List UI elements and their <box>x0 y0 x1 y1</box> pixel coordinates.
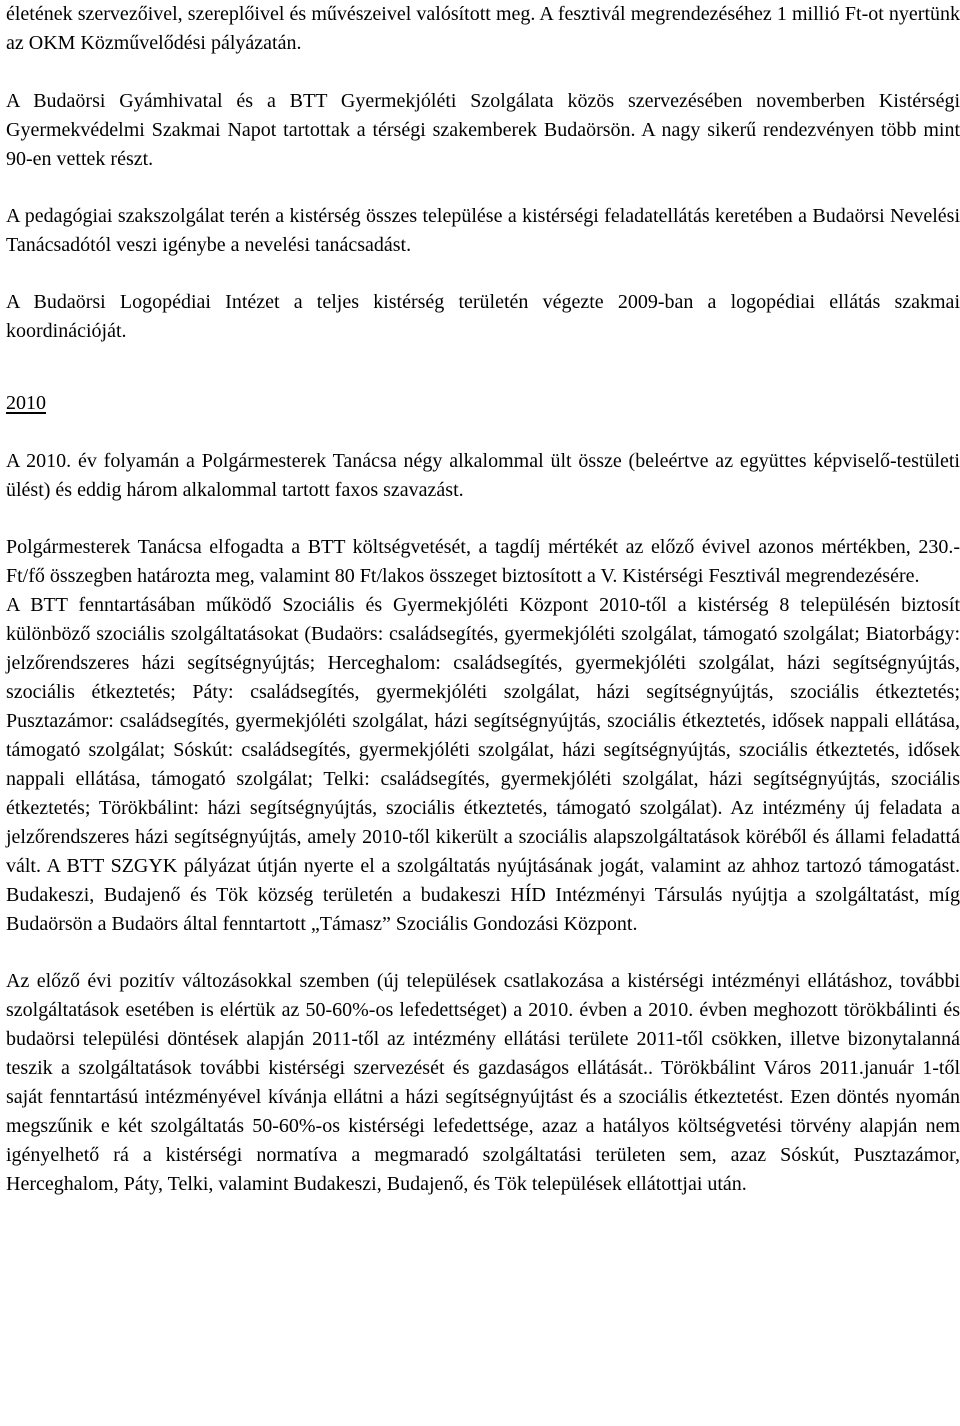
paragraph-pedagogical-service: A pedagógiai szakszolgálat terén a kistérség összes települése a kistérségi feladatellátás keretében a Budaörsi Nevelési Tanácsadótól veszi igénybe a nevelési tanácsadást. <box>6 205 960 256</box>
paragraph-social-services: A BTT fenntartásában működő Szociális és Gyermekjóléti Központ 2010-től a kistérség 8 településén biztosít különböző szociális szolgáltatásokat (Budaörs: családsegítés, gyermekjóléti szolgálat, támogató szolgálat; Biatorbágy: jelzőrendszeres házi segítségnyújtás; Herceghalom: családsegítés, gyermekjóléti szolgálat, házi segítségnyújtás, szociális étkeztetés; Páty: családsegítés, gyermekjóléti szolgálat, házi segítségnyújtás, szociális étkeztetés; Pusztazámor: családsegítés, gyermekjóléti szolgálat, házi segítségnyújtás, szociális étkeztetés, idősek nappali ellátása, támogató szolgálat; Sóskút: családsegítés, gyermekjóléti szolgálat, házi segítségnyújtás, szociális étkeztetés, idősek nappali ellátása, támogató szolgálat; Telki: családsegítés, gyermekjóléti szolgálat, házi segítségnyújtás, szociális étkeztetés; Törökbálint: házi segítségnyújtás, szociális étkeztetés, támogató szolgálat). Az intézmény új feladata a jelzőrendszeres házi segítségnyújtás, amely 2010-től kikerült a szociális alapszolgáltatások köréből és állami feladattá vált. A BTT SZGYK pályázat útján nyerte el a szolgáltatás nyújtásának jogát, valamint az ahhoz tartozó támogatást. Budakeszi, Budajenő és Tök község területén a budakeszi HÍD Intézményi Társulás nyújtja a szolgáltatást, míg Budaörsön a Budaörs által fenntartott „Támasz” Szociális Gondozási Központ. <box>6 594 960 935</box>
paragraph-budget: Polgármesterek Tanácsa elfogadta a BTT költségvetését, a tagdíj mértékét az előző évivel azonos mértékben, 230.- Ft/fő összegben határozta meg, valamint 80 Ft/lakos összeget biztosított a V. Kistérségi Fesztivál megrendezésére. <box>6 536 960 587</box>
document-page <box>6 0 960 1199</box>
year-heading: 2010 <box>6 392 46 414</box>
paragraph-changes-2011: Az előző évi pozitív változásokkal szemben (új települések csatlakozása a kistérségi intézményi ellátáshoz, további szolgáltatások esetében is elértük az 50-60%-os lefedettséget) a 2010. évben a 2010. évben meghozott törökbálinti és budaörsi települési döntések alapján 2011-től az intézmény ellátási területe 2011-től csökken, illetve bizonytalanná teszik a szolgáltatások további kistérségi szervezését és gazdaságos ellátását.. Törökbálint Város 2011.január 1-től saját fenntartású intézményével kívánja ellátni a házi segítségnyújtást és a szociális étkeztetést. Ezen döntés nyomán megszűnik e két szolgáltatás 50-60%-os kistérségi lefedettsége, azaz a hatályos költségvetési törvény alapján nem igényelhető rá a kistérségi normatíva a megmaradó szolgáltatási területen sem, azaz Sóskút, Pusztazámor, Herceghalom, Páty, Telki, valamint Budakeszi, Budajenő, és Tök települések ellátottjai után. <box>6 970 960 1195</box>
paragraph-child-protection-day: A Budaörsi Gyámhivatal és a BTT Gyermekjóléti Szolgálata közös szervezésében novemberben Kistérségi Gyermekvédelmi Szakmai Napot tartottak a térségi szakemberek Budaörsön. A nagy sikerű rendezvényen több mint 90-en vettek részt. <box>6 90 960 170</box>
paragraph-speech-therapy: A Budaörsi Logopédiai Intézet a teljes kistérség területén végezte 2009-ban a logopédiai ellátás szakmai koordinációját. <box>6 291 960 342</box>
paragraph-mayors-council-meetings: A 2010. év folyamán a Polgármesterek Tanácsa négy alkalommal ült össze (beleértve az együttes képviselő-testületi ülést) és eddig három alkalommal tartott faxos szavazást. <box>6 450 960 501</box>
paragraph-festival-funding: életének szervezőivel, szereplőivel és művészeivel valósított meg. A fesztivál megrendezéséhez 1 millió Ft-ot nyertünk az OKM Közművelődési pályázatán. <box>6 3 960 54</box>
section-spacer <box>6 346 960 389</box>
